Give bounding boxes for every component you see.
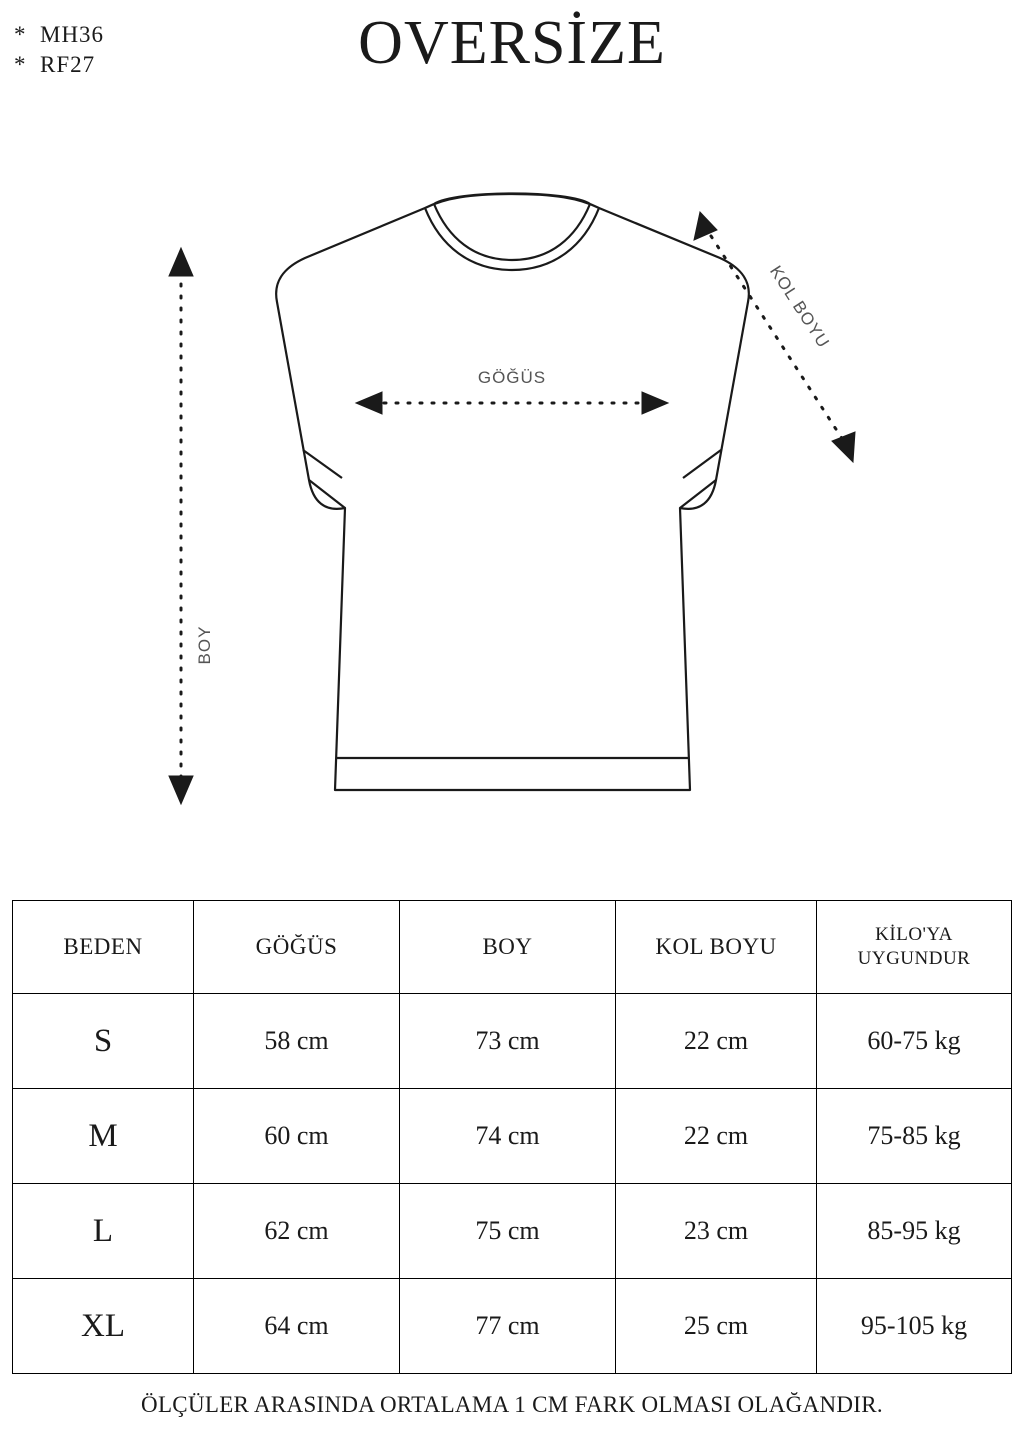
cell-kilo: 85-95 kg bbox=[817, 1184, 1012, 1279]
column-header-kilo-line1: KİLO'YA bbox=[875, 924, 953, 945]
cell-beden: L bbox=[13, 1184, 194, 1279]
size-table-wrapper bbox=[12, 900, 1012, 1374]
table-row bbox=[13, 994, 1012, 1089]
cell-gogus: 58 cm bbox=[194, 994, 400, 1089]
column-header-kilo-line2: UYGUNDUR bbox=[857, 948, 971, 969]
table-row bbox=[13, 1184, 1012, 1279]
cell-kol: 22 cm bbox=[616, 1089, 817, 1184]
product-code-1: * MH36 bbox=[14, 22, 105, 47]
cell-kol: 25 cm bbox=[616, 1279, 817, 1374]
cell-gogus: 64 cm bbox=[194, 1279, 400, 1374]
tshirt-measurement-diagram bbox=[0, 150, 1024, 890]
sleeve-label: KOL BOYU bbox=[765, 262, 834, 352]
tshirt-icon bbox=[276, 194, 749, 791]
chest-label: GÖĞÜS bbox=[477, 368, 547, 387]
table-row bbox=[13, 1089, 1012, 1184]
cell-boy: 75 cm bbox=[400, 1184, 616, 1279]
cell-beden: S bbox=[13, 994, 194, 1089]
cell-kol: 22 cm bbox=[616, 994, 817, 1089]
column-header-kol-boyu: KOL BOYU bbox=[616, 901, 817, 994]
column-header-beden: BEDEN bbox=[13, 901, 194, 994]
cell-gogus: 62 cm bbox=[194, 1184, 400, 1279]
footnote-text: ÖLÇÜLER ARASINDA ORTALAMA 1 CM FARK OLMASI OLAĞANDIR. bbox=[141, 1392, 883, 1417]
cell-gogus: 60 cm bbox=[194, 1089, 400, 1184]
page-title: OVERSİZE bbox=[358, 9, 666, 77]
chest-measure-arrow bbox=[356, 392, 668, 414]
cell-boy: 74 cm bbox=[400, 1089, 616, 1184]
cell-beden: XL bbox=[13, 1279, 194, 1374]
cell-kilo: 75-85 kg bbox=[817, 1089, 1012, 1184]
cell-boy: 77 cm bbox=[400, 1279, 616, 1374]
cell-boy: 73 cm bbox=[400, 994, 616, 1089]
cell-beden: M bbox=[13, 1089, 194, 1184]
cell-kol: 23 cm bbox=[616, 1184, 817, 1279]
cell-kilo: 60-75 kg bbox=[817, 994, 1012, 1089]
column-header-gogus: GÖĞÜS bbox=[194, 901, 400, 994]
product-code-2: * RF27 bbox=[14, 52, 96, 77]
table-row bbox=[13, 1279, 1012, 1374]
size-table bbox=[12, 900, 1012, 1374]
column-header-kilo bbox=[817, 901, 1012, 994]
table-header-row bbox=[13, 901, 1012, 994]
length-measure-arrow bbox=[169, 248, 193, 804]
cell-kilo: 95-105 kg bbox=[817, 1279, 1012, 1374]
column-header-boy: BOY bbox=[400, 901, 616, 994]
length-label: BOY bbox=[195, 625, 214, 665]
